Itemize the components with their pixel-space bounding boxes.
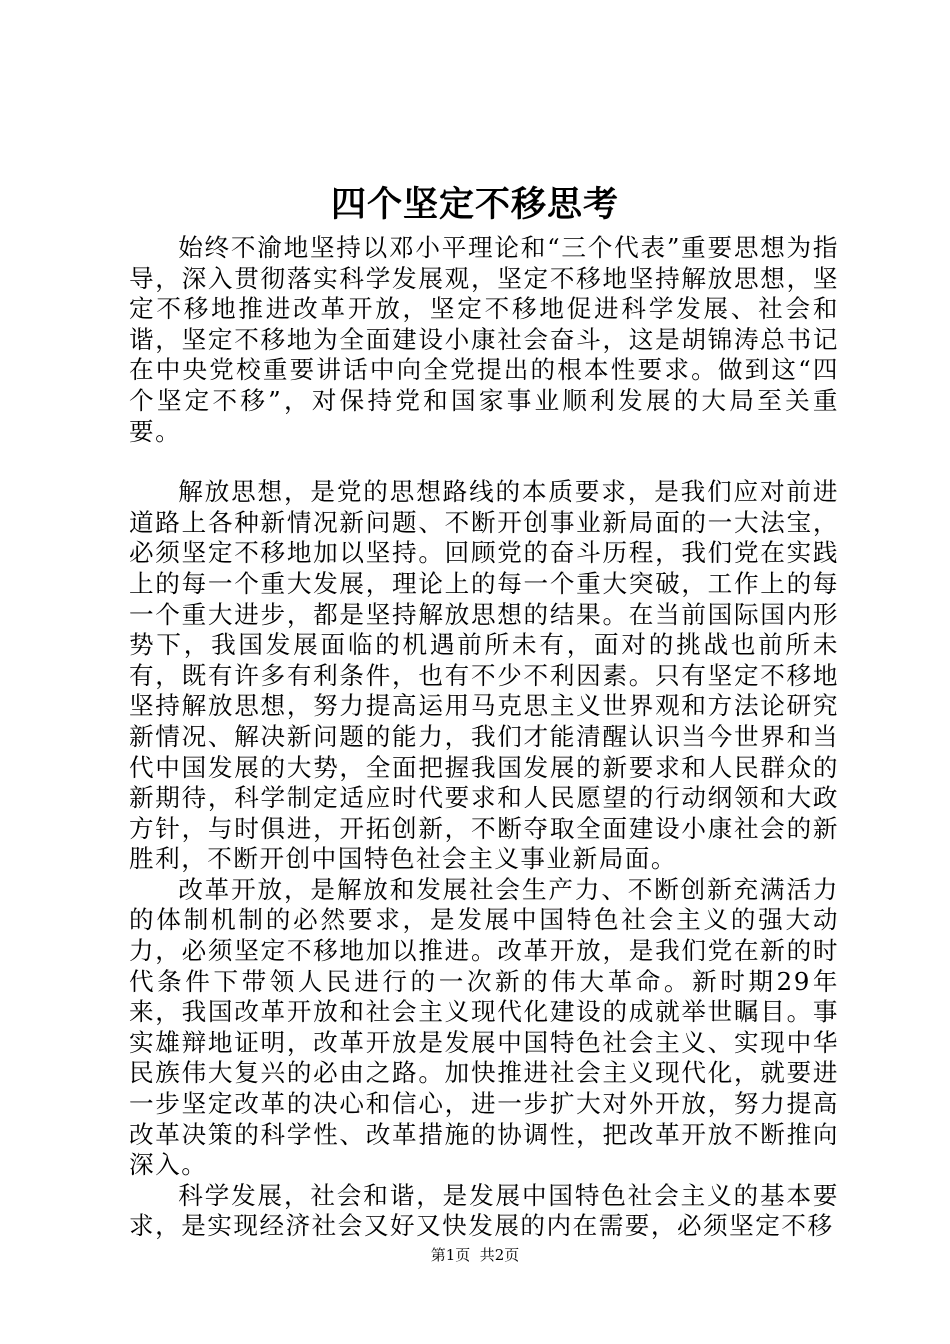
page-number: 第1页 共2页 bbox=[430, 1246, 520, 1264]
paragraph-intro: 始终不渝地坚持以邓小平理论和“三个代表”重要思想为指导，深入贯彻落实科学发展观，坚定不移地坚持解放思想，坚定不移地推进改革开放，坚定不移地促进科学发展、社会和谐，坚定不移地为全面建设小康社会奋斗，这是胡锦涛总书记在中央党校重要讲话中向全党提出的根本性要求。做到这“四个坚定不移”，对保持党和国家事业顺利发展的大局至关重要。 bbox=[129, 233, 839, 446]
paragraph-spacer bbox=[129, 447, 839, 477]
document-body bbox=[129, 233, 839, 1242]
paragraph-development: 科学发展，社会和谐，是发展中国特色社会主义的基本要求，是实现经济社会又好又快发展的内在需要，必须坚定不移 bbox=[129, 1180, 839, 1241]
paragraph-reform: 改革开放，是解放和发展社会生产力、不断创新充满活力的体制机制的必然要求，是发展中国特色社会主义的强大动力，必须坚定不移地加以推进。改革开放，是我们党在新的时代条件下带领人民进行的一次新的伟大革命。新时期29年来，我国改革开放和社会主义现代化建设的成就举世瞩目。事实雄辩地证明，改革开放是发展中国特色社会主义、实现中华民族伟大复兴的必由之路。加快推进社会主义现代化，就要进一步坚定改革的决心和信心，进一步扩大对外开放，努力提高改革决策的科学性、改革措施的协调性，把改革开放不断推向深入。 bbox=[129, 874, 839, 1180]
document-title: 四个坚定不移思考 bbox=[330, 184, 619, 225]
page-footer bbox=[0, 1245, 950, 1265]
paragraph-emancipation: 解放思想，是党的思想路线的本质要求，是我们应对前进道路上各种新情况新问题、不断开创事业新局面的一大法宝，必须坚定不移地加以坚持。回顾党的奋斗历程，我们党在实践上的每一个重大发展，理论上的每一个重大突破，工作上的每一个重大进步，都是坚持解放思想的结果。在当前国际国内形势下，我国发展面临的机遇前所未有，面对的挑战也前所未有，既有许多有利条件，也有不少不利因素。只有坚定不移地坚持解放思想，努力提高运用马克思主义世界观和方法论研究新情况、解决新问题的能力，我们才能清醒认识当今世界和当代中国发展的大势，全面把握我国发展的新要求和人民群众的新期待，科学制定适应时代要求和人民愿望的行动纲领和大政方针，与时俱进，开拓创新，不断夺取全面建设小康社会的新胜利，不断开创中国特色社会主义事业新局面。 bbox=[129, 477, 839, 874]
